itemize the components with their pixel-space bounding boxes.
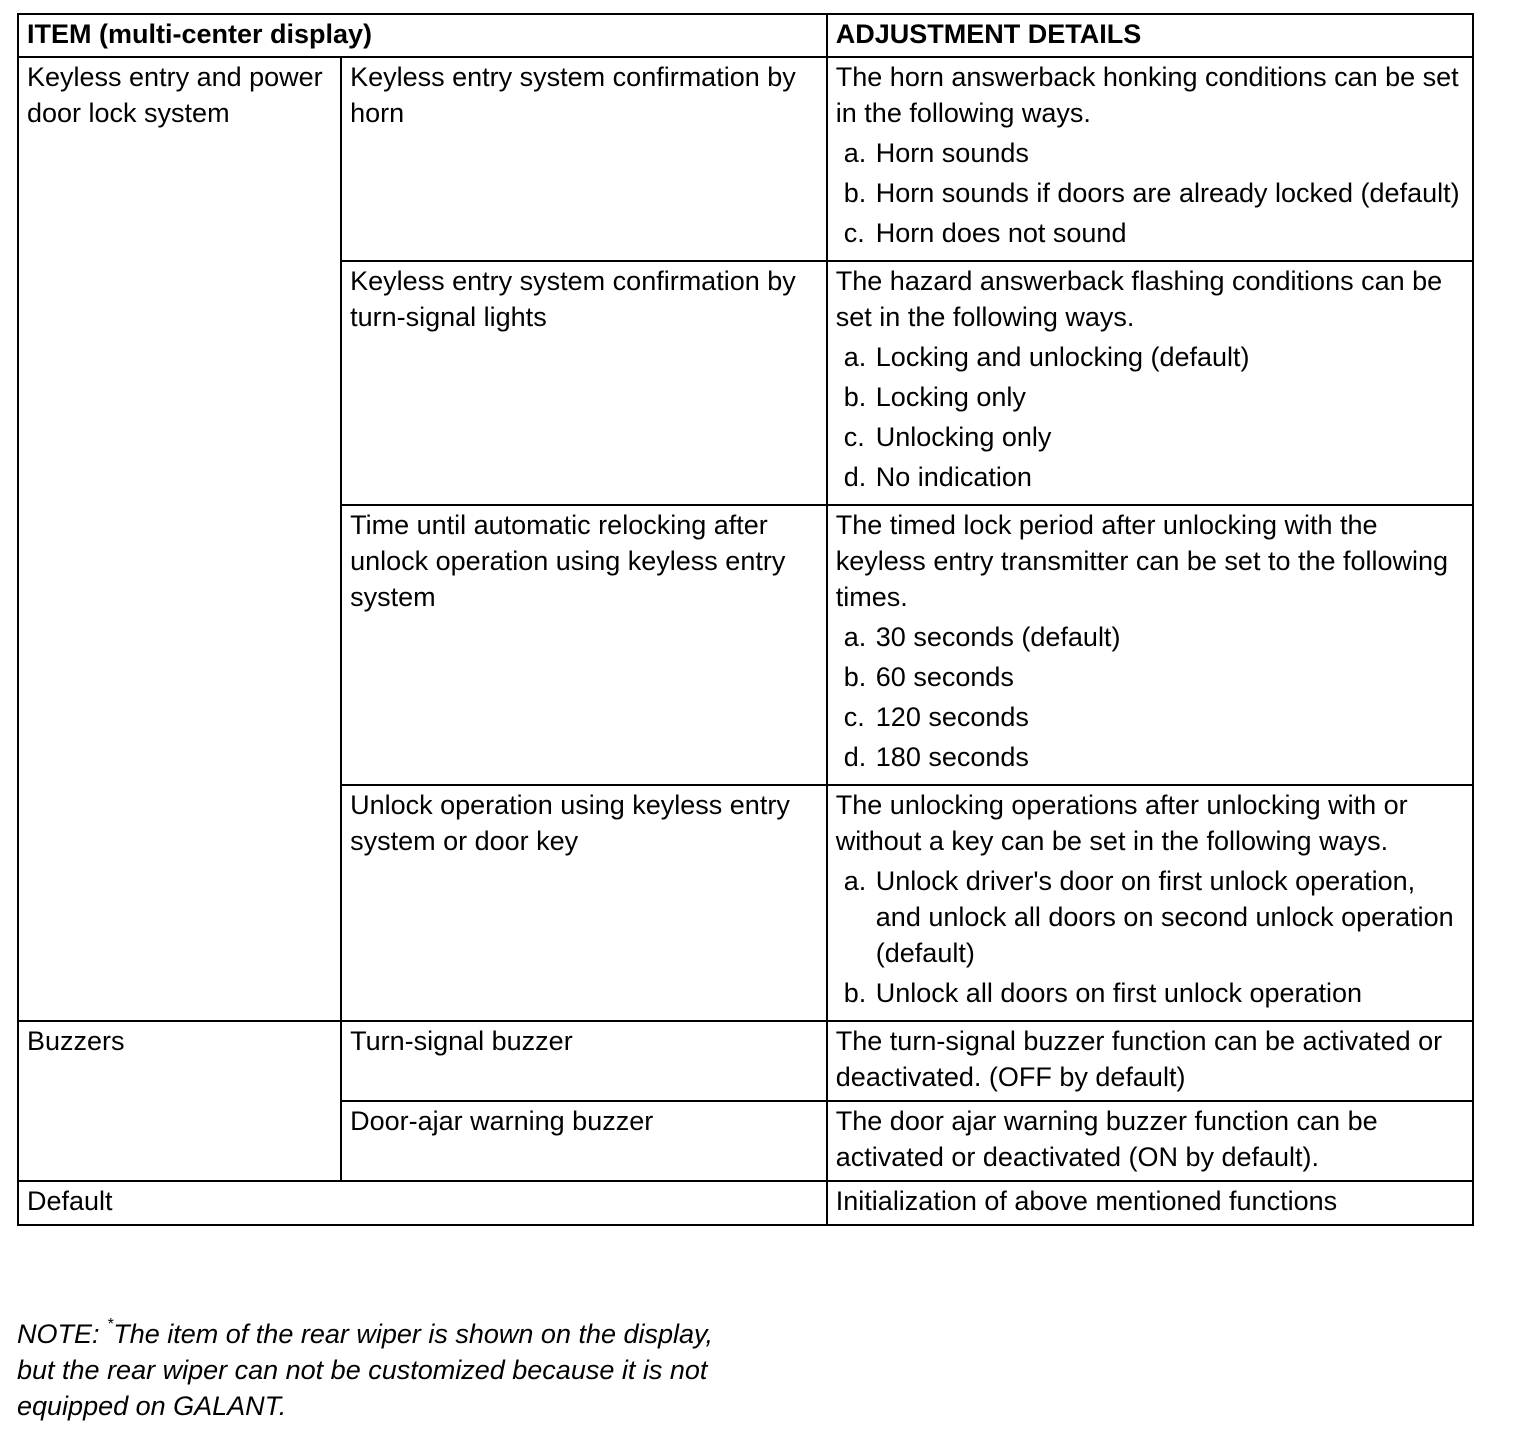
option-item [836,379,1464,415]
item-cell: Unlock operation using keyless entry system or door key [341,785,827,1021]
details-cell: The turn-signal buzzer function can be activated or deactivated. (OFF by default) [827,1021,1473,1101]
customization-table [17,13,1474,1226]
option-text: Locking only [875,382,1026,412]
item-cell: Keyless entry system confirmation by horn [341,57,827,261]
details-cell: The door ajar warning buzzer function can be activated or deactivated (ON by default). [827,1101,1473,1181]
option-text: No indication [875,462,1032,492]
details-intro: The unlocking operations after unlocking with or without a key can be set in the following ways. [835,790,1408,856]
option-letter: b. [843,178,867,208]
option-letter: c. [843,218,865,248]
header-item: ITEM (multi-center display) [18,14,827,57]
option-letter: b. [843,978,867,1008]
category-buzzers: Buzzers [18,1021,341,1181]
option-letter: a. [843,866,867,896]
note-text: The item of the rear wiper is shown on the display, but the rear wiper can not be customized because it is not equipped on GALANT. [17,1319,714,1421]
note-prefix: NOTE: [17,1319,108,1349]
option-text: Locking and unlocking (default) [875,342,1250,372]
table-row [18,1181,1473,1225]
item-cell: Keyless entry system confirmation by turn-signal lights [341,261,827,505]
option-letter: a. [843,622,867,652]
option-letter: d. [843,742,867,772]
option-text: 180 seconds [875,742,1029,772]
options-list [836,339,1464,495]
option-text: Unlocking only [875,422,1052,452]
options-list [836,135,1464,251]
option-text: Horn sounds [875,138,1029,168]
option-letter: c. [843,702,865,732]
option-text: 120 seconds [875,702,1029,732]
option-item [836,135,1464,171]
option-item [836,419,1464,455]
default-details-cell: Initialization of above mentioned functions [827,1181,1473,1225]
details-intro: The hazard answerback flashing conditions can be set in the following ways. [835,266,1443,332]
option-text: Horn does not sound [875,218,1127,248]
option-item [836,215,1464,251]
option-item [836,739,1464,775]
footnote [17,1316,737,1424]
option-text: Horn sounds if doors are already locked (default) [875,178,1460,208]
details-intro: The timed lock period after unlocking with the keyless entry transmitter can be set to the following times. [835,510,1449,612]
options-list [836,863,1464,1011]
category-keyless-entry: Keyless entry and power door lock system [18,57,341,1021]
header-adjustment-details: ADJUSTMENT DETAILS [827,14,1473,57]
option-letter: b. [843,662,867,692]
option-item [836,459,1464,495]
details-cell [827,505,1473,785]
option-letter: b. [843,382,867,412]
option-item [836,975,1464,1011]
option-letter: a. [843,342,867,372]
option-item [836,863,1464,971]
item-cell: Turn-signal buzzer [341,1021,827,1101]
table-header-row [18,14,1473,57]
option-item [836,339,1464,375]
option-letter: a. [843,138,867,168]
table-row [18,1021,1473,1101]
option-item [836,619,1464,655]
option-item [836,699,1464,735]
option-item [836,175,1464,211]
note-marker: * [107,1316,114,1333]
option-text: 30 seconds (default) [875,622,1121,652]
details-cell [827,57,1473,261]
option-letter: d. [843,462,867,492]
item-cell: Time until automatic relocking after unlock operation using keyless entry system [341,505,827,785]
default-item-cell: Default [18,1181,827,1225]
option-text: Unlock driver's door on first unlock operation, and unlock all doors on second unlock operation (default) [875,866,1454,968]
table-row [18,57,1473,261]
option-letter: c. [843,422,865,452]
option-text: Unlock all doors on first unlock operation [875,978,1363,1008]
details-cell [827,785,1473,1021]
options-list [836,619,1464,775]
option-text: 60 seconds [875,662,1014,692]
option-item [836,659,1464,695]
details-cell [827,261,1473,505]
details-intro: The horn answerback honking conditions can be set in the following ways. [835,62,1459,128]
item-cell: Door-ajar warning buzzer [341,1101,827,1181]
